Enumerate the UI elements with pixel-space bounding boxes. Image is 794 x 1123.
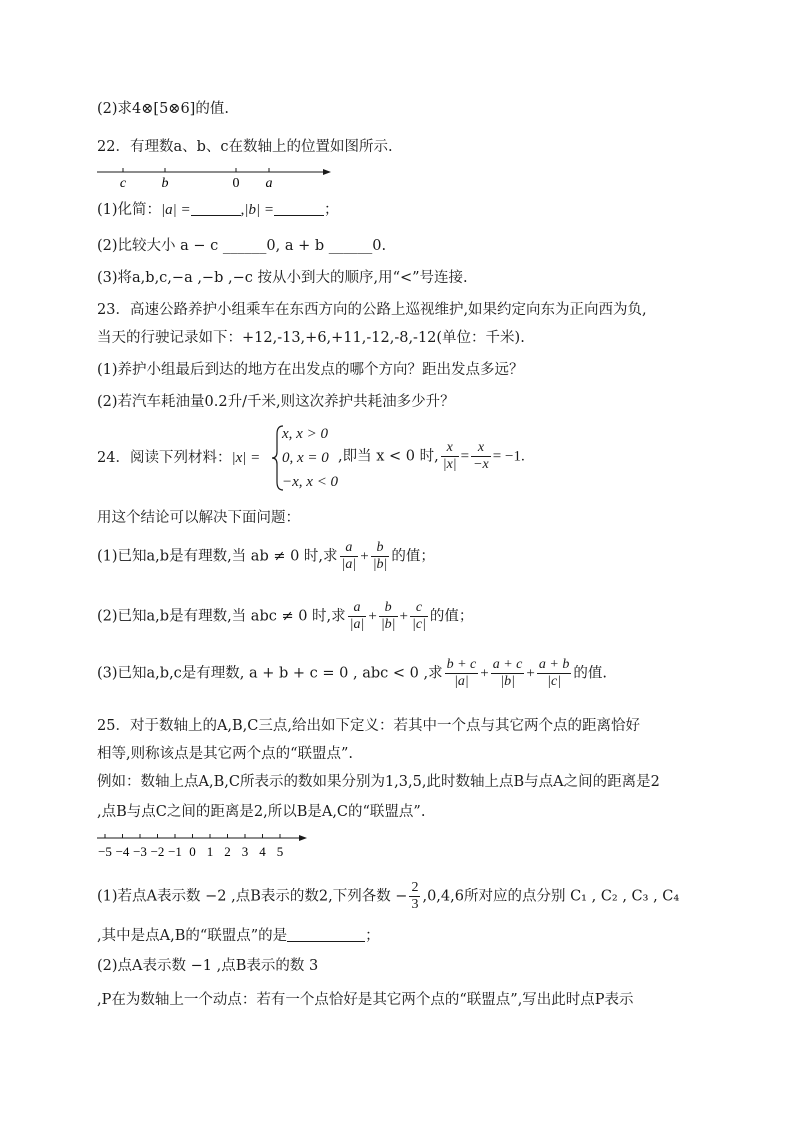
q25-example2: ,点B与点C之间的距离是2,所以B是A,C的“联盟点”.	[97, 804, 426, 820]
q23-part2: (2)若汽车耗油量0.2升/千米,则这次养护共耗油多少升？	[97, 394, 455, 410]
q24-frac2: $\frac{x}{-x}$	[473, 440, 489, 472]
q24-frac1: $\frac{x}{|x|}$	[442, 440, 457, 472]
q24-p2-frac-c: $\frac{c}{|c|}$	[412, 600, 426, 632]
q24-conclusion: ,即当 x < 0 时, $\frac{x}{|x|}$ = $\frac{x}{-x}$ = −1.	[338, 440, 525, 472]
q22-number-line	[95, 162, 335, 192]
q25-example1: 例如：数轴上点A,B,C所表示的数如果分别为1,3,5,此时数轴上点B与点A之间的距离是2	[97, 774, 660, 790]
q22-part2: (2)比较大小 a − c ______0, a + b ______0.	[97, 238, 387, 254]
q25-tick-label: 2	[224, 844, 231, 859]
q25-tick-label: 1	[206, 844, 214, 859]
q25-part2-cont: ,P在为数轴上一个动点：若有一个点恰好是其它两个点的“联盟点”,写出此时点P表示	[97, 992, 634, 1008]
q24-case2: 0, x = 0	[282, 450, 329, 466]
q25-frac-two-thirds: $\frac{2}{3}$	[411, 880, 419, 912]
q24-p3-frac-1: $\frac{b + c}{|a|}$	[446, 657, 477, 689]
q22-label-a: a	[265, 176, 273, 191]
q25-tick-label: −5	[98, 844, 112, 859]
q23-part1: (1)养护小组最后到达的地方在出发点的哪个方向？距出发点多远？	[97, 362, 524, 378]
q24-part3: (3)已知a,b,c是有理数, a + b + c = 0 , abc < 0 ,求 $\frac{b + c}{|a|}$ + $\frac{a + c}{|b|}$ + $\frac{a + b}{|c|}$ 的值.	[97, 657, 607, 689]
q24-part2: (2)已知a,b是有理数,当 abc ≠ 0 时,求 $\frac{a}{|a|}$ + $\frac{b}{|b|}$ + $\frac{c}{|c|}$ 的值；	[97, 600, 474, 632]
q25-part2: (2)点A表示数 −1 ,点B表示的数 3	[97, 958, 319, 974]
q23-line1: 23．高速公路养护小组乘车在东西方向的公路上巡视维护,如果约定向东为正向西为负,	[97, 302, 647, 318]
q24-case3: −x, x < 0	[282, 474, 339, 490]
q22-label-0: 0	[232, 176, 240, 191]
q24-p3-frac-2: $\frac{a + c}{|b|}$	[492, 657, 523, 689]
q25-tick-label: 3	[241, 844, 249, 859]
q22-stem: 22．有理数a、b、c在数轴上的位置如图所示.	[97, 139, 393, 155]
q25-line1: 25．对于数轴上的A,B,C三点,给出如下定义：若其中一个点与其它两个点的距离恰好	[97, 718, 640, 734]
q22-label-c: c	[119, 176, 127, 191]
q24-intro: 用这个结论可以解决下面问题：	[97, 510, 300, 526]
q24-p3-frac-3: $\frac{a + b}{|c|}$	[538, 657, 570, 689]
q22-part3: (3)将a,b,c,−a ,−b ,−c 按从小到大的顺序,用“<”号连接.	[97, 270, 468, 286]
q25-tick-label: −4	[115, 844, 130, 859]
q25-tick-label: −1	[168, 844, 182, 859]
q25-line2: 相等,则称该点是其它两个点的“联盟点”.	[97, 746, 354, 762]
q24-case1: x, x > 0	[282, 426, 328, 442]
q24-p1-frac-b: $\frac{b}{|b|}$	[372, 540, 388, 572]
q24-p2-frac-b: $\frac{b}{|b|}$	[380, 600, 396, 632]
q25-tick-label: −2	[150, 844, 165, 859]
q22-part1: (1)化简：|a| = ,|b| = ；	[97, 202, 339, 218]
q24-prefix: 24．阅读下列材料：|x| =	[97, 450, 261, 466]
q25-blank	[287, 929, 365, 942]
q25-tick-label: 5	[276, 844, 284, 859]
q24-part1: (1)已知a,b是有理数,当 ab ≠ 0 时,求 $\frac{a}{|a|}$ + $\frac{b}{|b|}$ 的值；	[97, 540, 435, 572]
q21-part2: (2)求4⊗[5⊗6]的值.	[97, 101, 229, 117]
q25-tick-label: 0	[189, 844, 196, 859]
q22-label-b: b	[161, 176, 169, 191]
q25-part1: (1)若点A表示数 −2 ,点B表示的数2,下列各数 − $\frac{2}{3}$ ,0,4,6所对应的点分别 C₁ , C₂ , C₃ , C₄	[97, 880, 680, 912]
q25-number-line	[95, 830, 315, 862]
q25-tick-label: 4	[259, 844, 266, 859]
q24-p1-frac-a: $\frac{a}{|a|}$	[341, 540, 357, 572]
q22-blank-b	[274, 203, 324, 216]
q24-p2-frac-a: $\frac{a}{|a|}$	[349, 600, 365, 632]
q25-tick-label: −3	[133, 844, 147, 859]
q25-part1-cont: ,其中是点A,B的“联盟点”的是 ；	[97, 928, 380, 944]
q22-blank-a	[191, 203, 241, 216]
q23-line2: 当天的行驶记录如下：+12,-13,+6,+11,-12,-8,-12(单位：千米).	[97, 330, 525, 346]
